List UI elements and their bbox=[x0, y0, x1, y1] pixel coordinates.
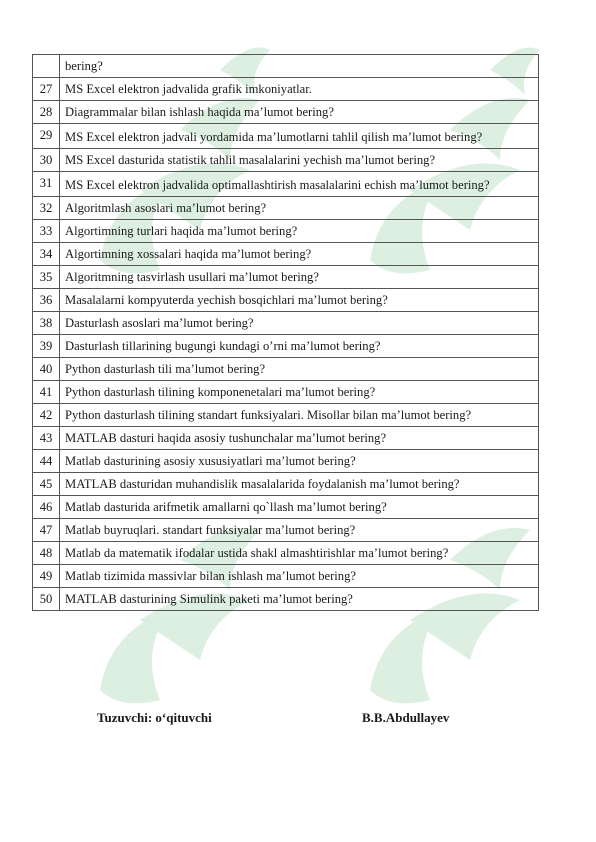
table-row bbox=[33, 220, 539, 243]
question-text: MATLAB dasturidan muhandislik masalalarida foydalanish ma’lumot bering? bbox=[60, 473, 539, 496]
table-row bbox=[33, 101, 539, 124]
question-text: bering? bbox=[60, 55, 539, 78]
row-number: 34 bbox=[33, 243, 60, 266]
table-row bbox=[33, 565, 539, 588]
question-text: Matlab da matematik ifodalar ustida shakl almashtirishlar ma’lumot bering? bbox=[60, 542, 539, 565]
row-number: 42 bbox=[33, 404, 60, 427]
question-text: MS Excel elektron jadvalida optimallashtirish masalalarini echish ma’lumot bering? bbox=[60, 172, 539, 197]
row-number: 47 bbox=[33, 519, 60, 542]
table-row bbox=[33, 588, 539, 611]
question-text: Matlab tizimida massivlar bilan ishlash ma’lumot bering? bbox=[60, 565, 539, 588]
table-row bbox=[33, 266, 539, 289]
question-text: Python dasturlash tili ma’lumot bering? bbox=[60, 358, 539, 381]
table-row bbox=[33, 427, 539, 450]
question-text: Algortimning xossalari haqida ma’lumot bering? bbox=[60, 243, 539, 266]
question-text: Dasturlash tillarining bugungi kundagi o’rni ma’lumot bering? bbox=[60, 335, 539, 358]
question-text: Algortimning turlari haqida ma’lumot bering? bbox=[60, 220, 539, 243]
table-row bbox=[33, 197, 539, 220]
question-text: Matlab buyruqlari. standart funksiyalar ma’lumot bering? bbox=[60, 519, 539, 542]
question-text: MS Excel elektron jadvalida grafik imkoniyatlar. bbox=[60, 78, 539, 101]
table-row bbox=[33, 172, 539, 197]
row-number: 48 bbox=[33, 542, 60, 565]
question-text: Python dasturlash tilining standart funksiyalari. Misollar bilan ma’lumot bering? bbox=[60, 404, 539, 427]
question-text: Algoritmlash asoslari ma’lumot bering? bbox=[60, 197, 539, 220]
table-row bbox=[33, 358, 539, 381]
question-text: MS Excel dasturida statistik tahlil masalalarini yechish ma’lumot bering? bbox=[60, 149, 539, 172]
question-text: Algoritmning tasvirlash usullari ma’lumot bering? bbox=[60, 266, 539, 289]
compiler-label: Tuzuvchi: o‘qituvchi bbox=[97, 710, 212, 725]
row-number: 50 bbox=[33, 588, 60, 611]
question-text: MATLAB dasturining Simulink paketi ma’lumot bering? bbox=[60, 588, 539, 611]
author-name: B.B.Abdullayev bbox=[362, 710, 450, 725]
row-number: 36 bbox=[33, 289, 60, 312]
row-number bbox=[33, 55, 60, 78]
question-text: Dasturlash asoslari ma’lumot bering? bbox=[60, 312, 539, 335]
row-number: 31 bbox=[33, 172, 60, 197]
table-row bbox=[33, 381, 539, 404]
table-row bbox=[33, 78, 539, 101]
row-number: 27 bbox=[33, 78, 60, 101]
row-number: 38 bbox=[33, 312, 60, 335]
table-row bbox=[33, 124, 539, 149]
row-number: 44 bbox=[33, 450, 60, 473]
table-row bbox=[33, 243, 539, 266]
row-number: 43 bbox=[33, 427, 60, 450]
table-row bbox=[33, 450, 539, 473]
questions-table bbox=[32, 54, 539, 611]
row-number: 40 bbox=[33, 358, 60, 381]
question-text: Masalalarni kompyuterda yechish bosqichlari ma’lumot bering? bbox=[60, 289, 539, 312]
row-number: 32 bbox=[33, 197, 60, 220]
row-number: 41 bbox=[33, 381, 60, 404]
table-row bbox=[33, 55, 539, 78]
row-number: 45 bbox=[33, 473, 60, 496]
table-row bbox=[33, 312, 539, 335]
table-row bbox=[33, 149, 539, 172]
table-row bbox=[33, 519, 539, 542]
question-text: Python dasturlash tilining komponenetalari ma’lumot bering? bbox=[60, 381, 539, 404]
question-text: Diagrammalar bilan ishlash haqida ma’lumot bering? bbox=[60, 101, 539, 124]
row-number: 46 bbox=[33, 496, 60, 519]
question-text: MS Excel elektron jadvali yordamida ma’lumotlarni tahlil qilish ma’lumot bering? bbox=[60, 124, 539, 149]
row-number: 39 bbox=[33, 335, 60, 358]
table-row bbox=[33, 496, 539, 519]
table-row bbox=[33, 335, 539, 358]
row-number: 49 bbox=[33, 565, 60, 588]
row-number: 33 bbox=[33, 220, 60, 243]
row-number: 28 bbox=[33, 101, 60, 124]
row-number: 29 bbox=[33, 124, 60, 149]
table-row bbox=[33, 289, 539, 312]
row-number: 35 bbox=[33, 266, 60, 289]
question-text: MATLAB dasturi haqida asosiy tushunchalar ma’lumot bering? bbox=[60, 427, 539, 450]
question-text: Matlab dasturida arifmetik amallarni qo`llash ma’lumot bering? bbox=[60, 496, 539, 519]
question-text: Matlab dasturining asosiy xususiyatlari ma’lumot bering? bbox=[60, 450, 539, 473]
table-row bbox=[33, 404, 539, 427]
table-row bbox=[33, 473, 539, 496]
row-number: 30 bbox=[33, 149, 60, 172]
table-row bbox=[33, 542, 539, 565]
